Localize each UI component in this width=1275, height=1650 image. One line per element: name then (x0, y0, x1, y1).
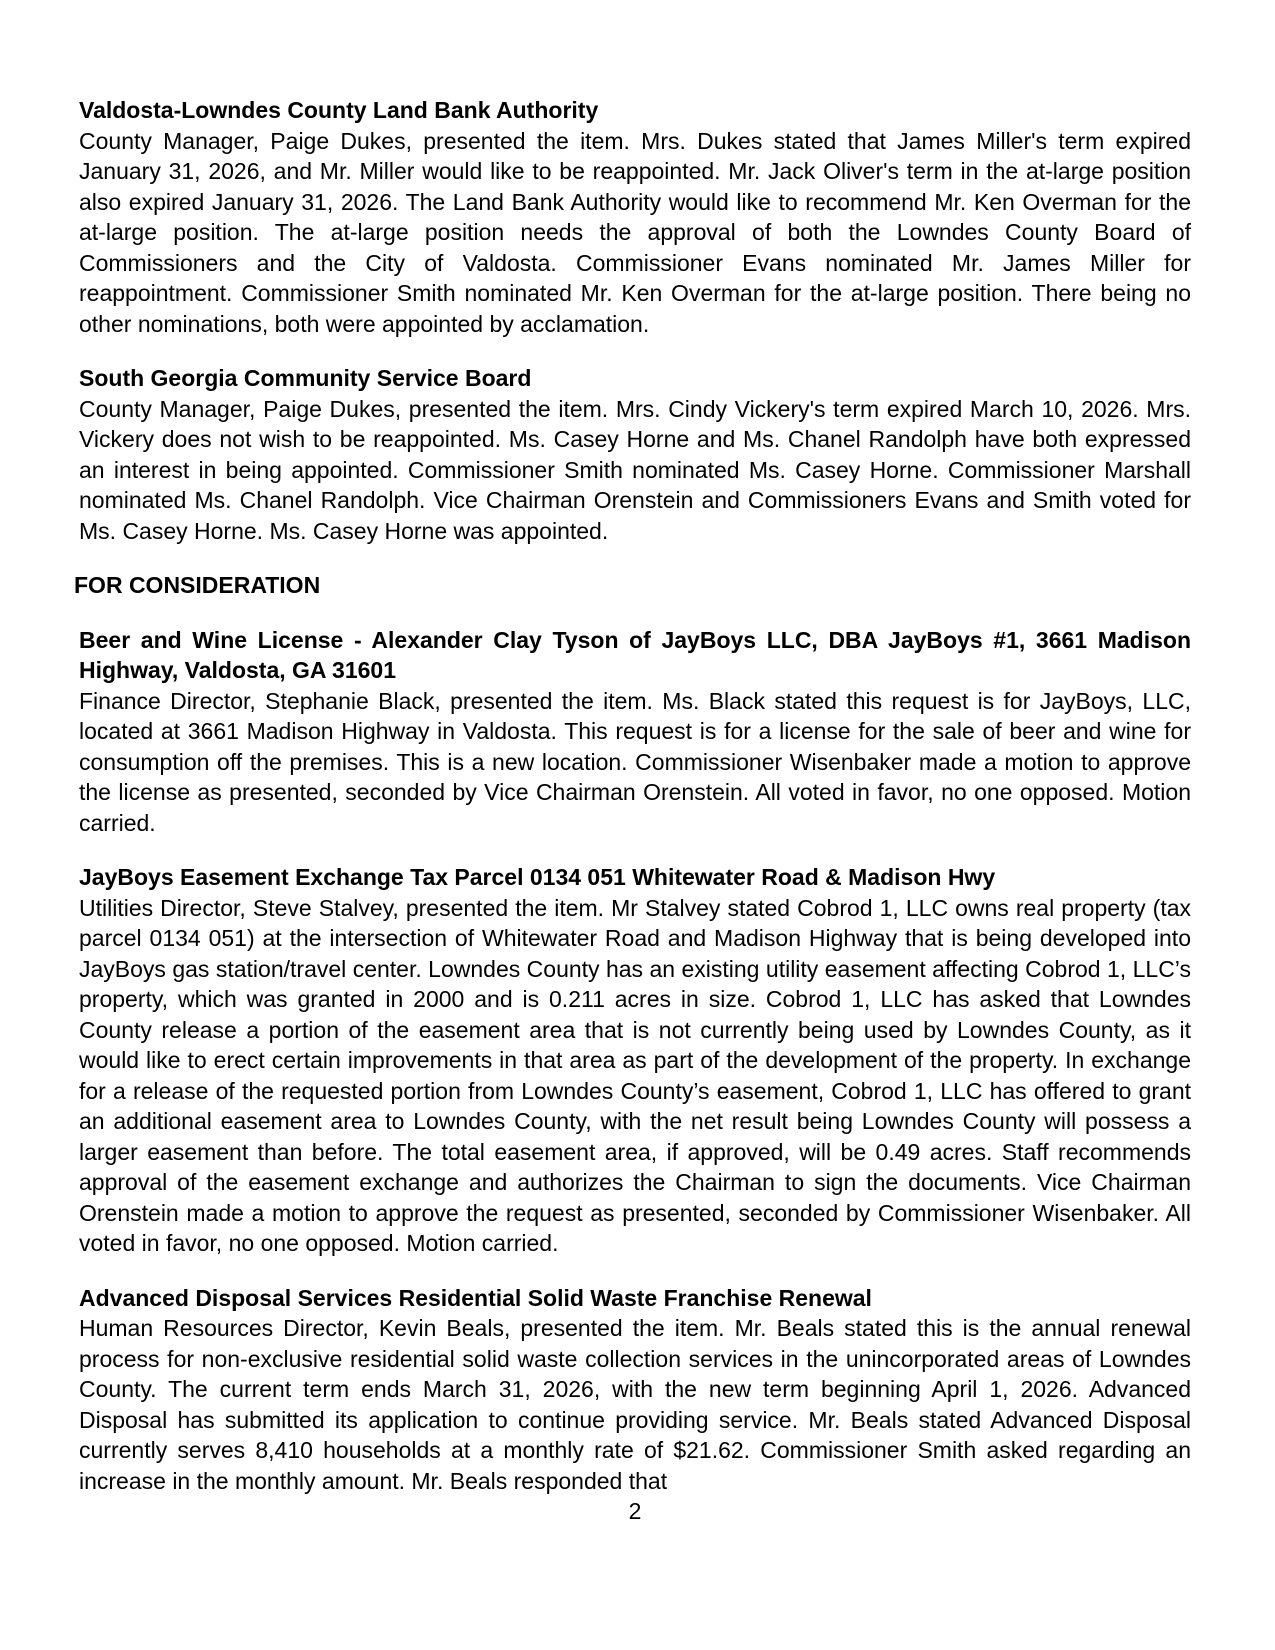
jayboys-easement-exchange-heading: JayBoys Easement Exchange Tax Parcel 0134 051 Whitewater Road & Madison Hwy (79, 864, 996, 890)
land-bank-authority-heading: Valdosta-Lowndes County Land Bank Authority (79, 97, 599, 123)
section-land-bank-authority (79, 95, 1191, 339)
beer-and-wine-license-heading: Beer and Wine License - Alexander Clay Tyson of JayBoys LLC, DBA JayBoys #1, 3661 Madison Highway, Valdosta, GA 31601 (79, 626, 1191, 683)
beer-and-wine-license-body: Finance Director, Stephanie Black, presented the item. Ms. Black stated this request is for JayBoys, LLC, located at 3661 Madison Highway in Valdosta. This request is for a license for the sale of beer and wine for consumption off the premises. This is a new location. Commissioner Wisenbaker made a motion to approve the license as presented, seconded by Vice Chairman Orenstein. All voted in favor, no one opposed. Motion carried. (79, 687, 1191, 836)
section-beer-and-wine-license (79, 625, 1191, 839)
advanced-disposal-franchise-renewal-heading: Advanced Disposal Services Residential Solid Waste Franchise Renewal (79, 1284, 872, 1311)
page-number: 2 (628, 1498, 642, 1524)
jayboys-easement-exchange-body: Utilities Director, Steve Stalvey, presented the item. Mr Stalvey stated Cobrod 1, LLC owns real property (tax parcel 0134 051) at the intersection of Whitewater Road and Madison Highway that is being developed into JayBoys gas station/travel center. Lowndes County has an existing utility easement affecting Cobrod 1, LLC’s property, which was granted in 2000 and is 0.211 acres in size. Cobrod 1, LLC has asked that Lowndes County release a portion of the easement area that is not currently being used by Lowndes County, as it would like to erect certain improvements in that area as part of the development of the property. In exchange for a release of the requested portion from Lowndes County’s easement, Cobrod 1, LLC has offered to grant an additional easement area to Lowndes County, with the net result being Lowndes County will possess a larger easement than before. The total easement area, if approved, will be 0.49 acres. Staff recommends approval of the easement exchange and authorizes the Chairman to sign the documents. Vice Chairman Orenstein made a motion to approve the request as presented, seconded by Commissioner Wisenbaker. All voted in favor, no one opposed. Motion carried. (79, 894, 1191, 1256)
land-bank-authority-body: County Manager, Paige Dukes, presented the item. Mrs. Dukes stated that James Miller's term expired January 31, 2026, and Mr. Miller would like to be reappointed. Mr. Jack Oliver's term in the at-large position also expired January 31, 2026. The Land Bank Authority would like to recommend Mr. Ken Overman for the at-large position. The at-large position needs the approval of both the Lowndes County Board of Commissioners and the City of Valdosta. Commissioner Evans nominated Mr. James Miller for reappointment. Commissioner Smith nominated Mr. Ken Overman for the at-large position. There being no other nominations, both were appointed by acclamation. (79, 127, 1191, 337)
section-jayboys-easement-exchange (79, 862, 1191, 1259)
community-service-board-heading: South Georgia Community Service Board (79, 365, 532, 391)
section-community-service-board (79, 363, 1191, 546)
community-service-board-body: County Manager, Paige Dukes, presented the item. Mrs. Cindy Vickery's term expired March 10, 2026. Mrs. Vickery does not wish to be reappointed. Ms. Casey Horne and Ms. Chanel Randolph have both expressed an interest in being appointed. Commissioner Smith nominated Ms. Casey Horne. Commissioner Marshall nominated Ms. Chanel Randolph. Vice Chairman Orenstein and Commissioners Evans and Smith voted for Ms. Casey Horne. Ms. Casey Horne was appointed. (79, 395, 1191, 544)
section-for-consideration (74, 570, 1191, 601)
section-advanced-disposal-franchise-renewal (79, 1283, 1191, 1497)
for-consideration-heading: FOR CONSIDERATION (74, 572, 321, 598)
advanced-disposal-franchise-renewal-body: Human Resources Director, Kevin Beals, presented the item. Mr. Beals stated this is the annual renewal process for non-exclusive residential solid waste collection services in the unincorporated areas of Lowndes County. The current term ends March 31, 2026, with the new term beginning April 1, 2026. Advanced Disposal has submitted its application to continue providing service. Mr. Beals stated Advanced Disposal currently serves 8,410 households at a monthly rate of $21.62. Commissioner Smith asked regarding an increase in the monthly amount. Mr. Beals responded that (79, 1315, 1191, 1494)
